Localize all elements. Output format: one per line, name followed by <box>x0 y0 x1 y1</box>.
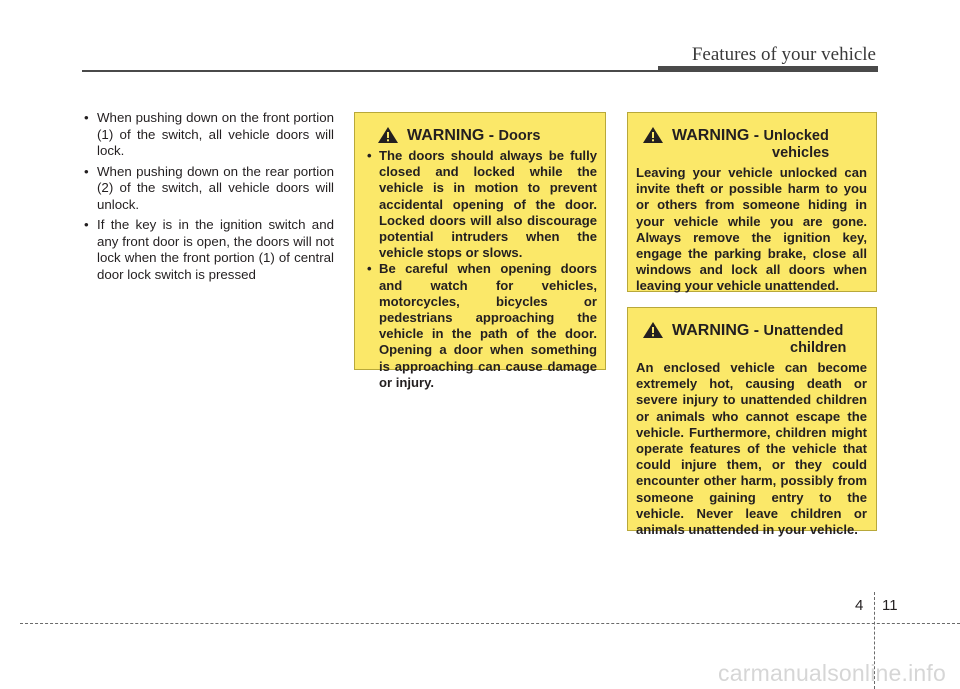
warning-list <box>367 148 597 391</box>
warning-triangle-icon <box>642 126 664 144</box>
warning-unlocked-vehicles-box <box>627 112 877 292</box>
door-lock-instructions <box>84 110 334 287</box>
warning-triangle-icon <box>642 321 664 339</box>
warning-body: An enclosed vehicle can become extremely hot, causing death or severe injury to unattended children or animals who cannot escape the vehicle. Furthermore, children might operate features of the vehicle that could injure them, or they could encounter other harm, possibly from someone gaining entry to the vehicle. Never leave children or animals unattended in your vehicle. <box>636 360 867 538</box>
footer-divider <box>20 623 960 624</box>
list-item-text: If the key is in the ignition switch and any front door is open, the doors will not lock when the front portion (1) of central door lock switch is pressed <box>97 217 334 282</box>
page-number: 11 <box>882 597 898 614</box>
list-item <box>84 110 334 160</box>
warning-body: Leaving your vehicle unlocked can invite theft or possible harm to you or others from someone hiding in your vehicle while you are gone. Always remove the ignition key, engage the parking brake, close all windows and lock all doors when leaving your vehicle unattended. <box>636 165 867 294</box>
list-item-text: Be careful when opening doors and watch for vehicles, motorcycles, bicycles or pedestrians approaching the vehicle in the path of the door. Opening a door when something is approaching can cause damage or injury. <box>379 261 597 390</box>
warning-unattended-children-box <box>627 307 877 538</box>
warning-topic: Unlocked <box>763 128 829 144</box>
bullet-icon: • <box>84 163 89 179</box>
watermark: carmanualsonline.info <box>718 660 946 686</box>
warning-triangle-icon <box>377 126 399 144</box>
warning-heading <box>642 322 867 356</box>
list-item <box>367 261 597 391</box>
list-item <box>367 148 597 261</box>
bullet-icon: • <box>367 148 372 163</box>
bullet-icon: • <box>84 217 89 232</box>
warning-heading <box>642 127 867 161</box>
warning-topic-continued: children <box>790 340 847 356</box>
bullet-icon: • <box>367 261 372 277</box>
warning-topic-continued: vehicles <box>772 145 830 161</box>
list-item-text: When pushing down on the front portion (1) of the switch, all vehicle doors will lock. <box>97 110 334 158</box>
warning-label: WARNING - <box>672 127 764 144</box>
warning-heading <box>369 127 597 145</box>
header-rule-accent <box>658 66 878 72</box>
chapter-number: 4 <box>855 597 864 614</box>
warning-doors-box <box>354 112 606 390</box>
warning-topic: Unattended <box>763 323 844 339</box>
list-item <box>84 164 334 214</box>
warning-label: WARNING - <box>672 322 764 339</box>
warning-topic: Doors <box>498 128 541 144</box>
bullet-icon: • <box>84 110 89 125</box>
list-item-text: When pushing down on the rear portion (2) of the switch, all vehicle doors will unlock. <box>97 163 334 212</box>
list-item <box>84 217 334 283</box>
page-title: Features of your vehicle <box>691 44 876 65</box>
list-item-text: The doors should always be fully closed and locked while the vehicle is in motion to prevent accidental opening of the door. Locked doors will also discourage potential intruders when the vehicle stops or slows. <box>379 148 597 261</box>
warning-label: WARNING - <box>407 127 499 144</box>
